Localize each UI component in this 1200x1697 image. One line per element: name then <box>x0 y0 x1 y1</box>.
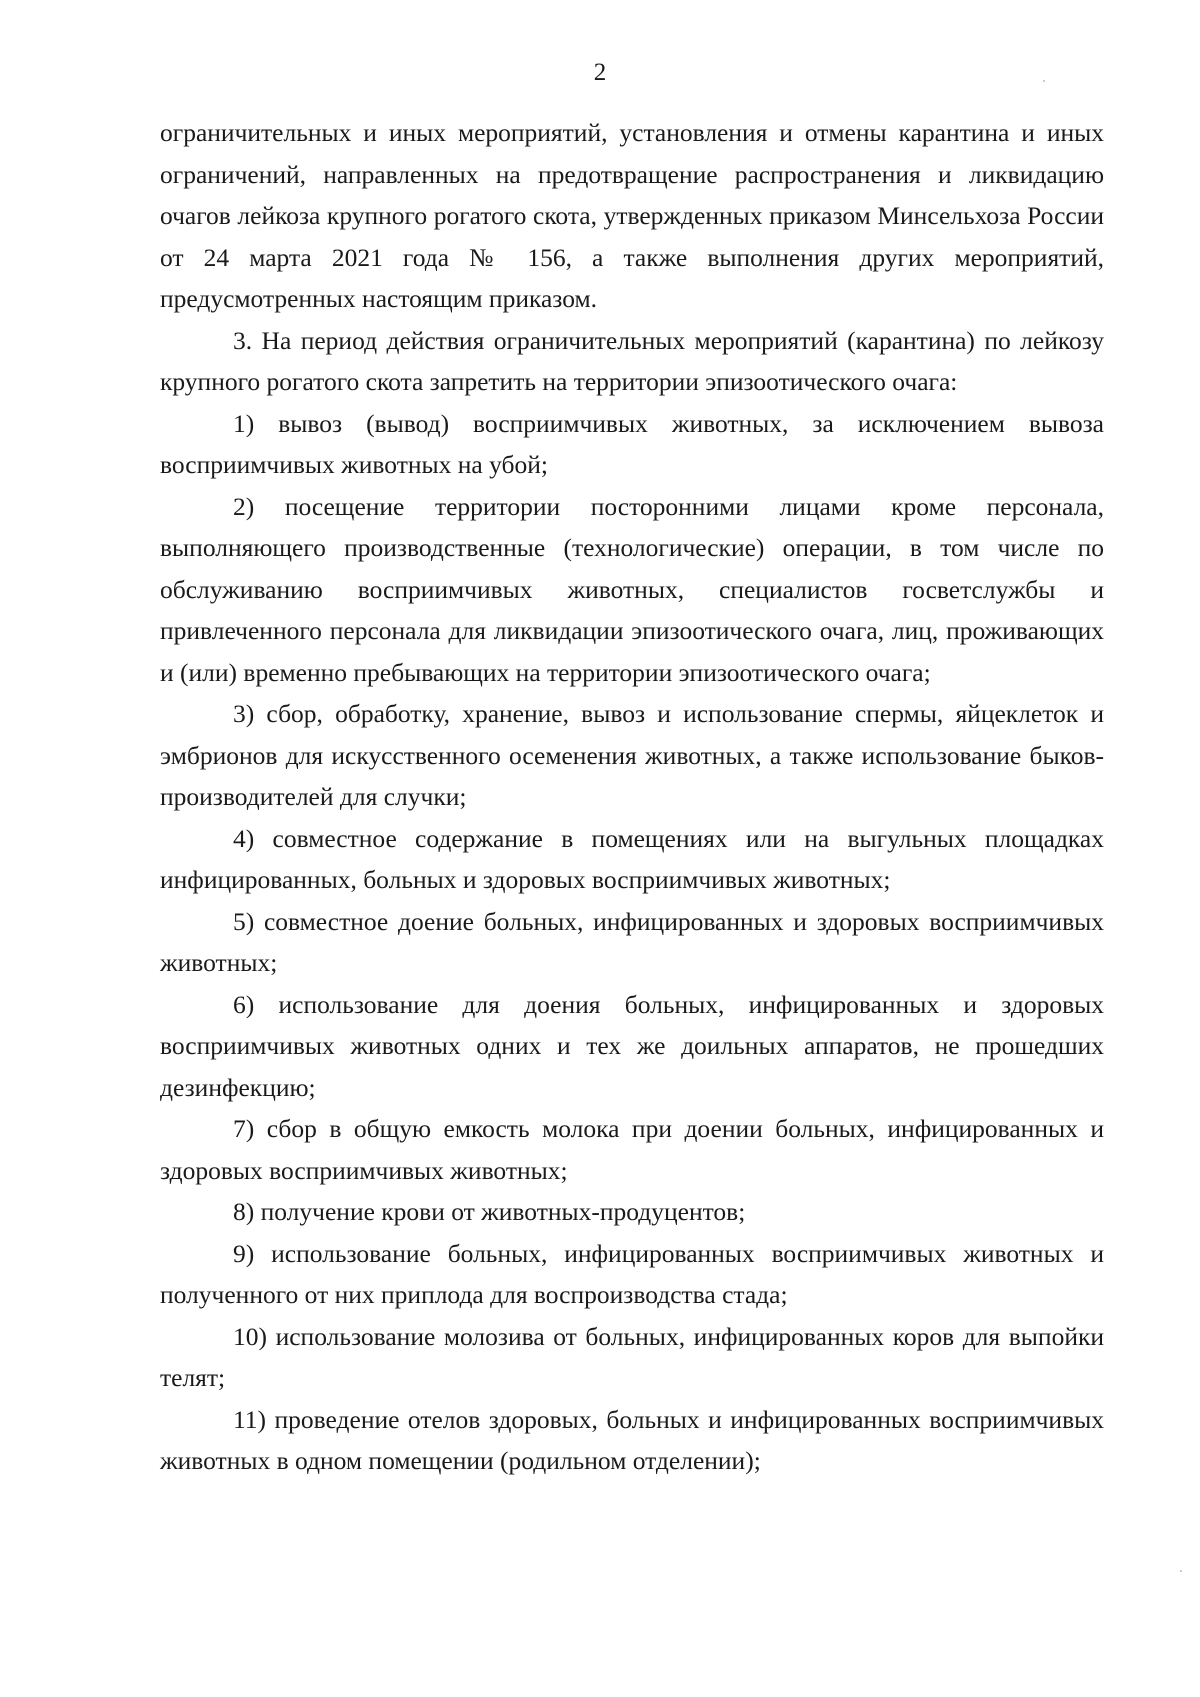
list-item-10: 10) использование молозива от больных, инфицированных коров для выпойки телят; <box>160 1321 1104 1392</box>
list-item-5: 5) совместное доение больных, инфицированных и здоровых восприимчивых животных; <box>160 906 1104 977</box>
list-item-8: 8) получение крови от животных-продуцентов; <box>233 1197 746 1226</box>
list-item-4: 4) совместное содержание в помещениях или на выгульных площадках инфицированных, больных и здоровых восприимчивых животных; <box>160 823 1104 894</box>
paragraph-continuation: ограничительных и иных мероприятий, установления и отмены карантина и иных ограничений, направленных на предотвращение распространения и ликвидацию очагов лейкоза крупного рогатого скота, утвержденных приказом Минсельхоза России от 24 марта 2021 года № 156, а также выполнения других мероприятий, предусмотренных настоящим приказом. <box>160 118 1104 313</box>
list-item-11: 11) проведение отелов здоровых, больных и инфицированных восприимчивых животных в одном помещении (родильном отделении); <box>160 1404 1104 1475</box>
list-item-1: 1) вывоз (вывод) восприимчивых животных, за исключением вывоза восприимчивых животных на убой; <box>160 408 1104 479</box>
list-item-9: 9) использование больных, инфицированных восприимчивых животных и полученного от них приплода для воспроизводства стада; <box>160 1238 1104 1309</box>
list-item-7: 7) сбор в общую емкость молока при доении больных, инфицированных и здоровых восприимчивых животных; <box>160 1114 1104 1185</box>
document-body <box>160 112 1104 1482</box>
list-item-6: 6) использование для доения больных, инфицированных и здоровых восприимчивых животных одних и тех же доильных аппаратов, не прошедших дезинфекцию; <box>160 989 1104 1102</box>
paragraph-item-3: 3. На период действия ограничительных мероприятий (карантина) по лейкозу крупного рогатого скота запретить на территории эпизоотического очага: <box>160 325 1104 396</box>
scan-speck <box>1043 80 1045 82</box>
list-item-2: 2) посещение территории посторонними лицами кроме персонала, выполняющего производственные (технологические) операции, в том числе по обслуживанию восприимчивых животных, специалистов госветслужбы и привлеченного персонала для ликвидации эпизоотического очага, лиц, проживающих и (или) временно пребывающих на территории эпизоотического очага; <box>160 491 1104 687</box>
page-number: 2 <box>593 59 607 86</box>
list-item-3: 3) сбор, обработку, хранение, вывоз и использование спермы, яйцеклеток и эмбрионов для искусственного осеменения животных, а также использование быков-производителей для случки; <box>160 699 1104 811</box>
scan-speck <box>1180 1570 1182 1572</box>
